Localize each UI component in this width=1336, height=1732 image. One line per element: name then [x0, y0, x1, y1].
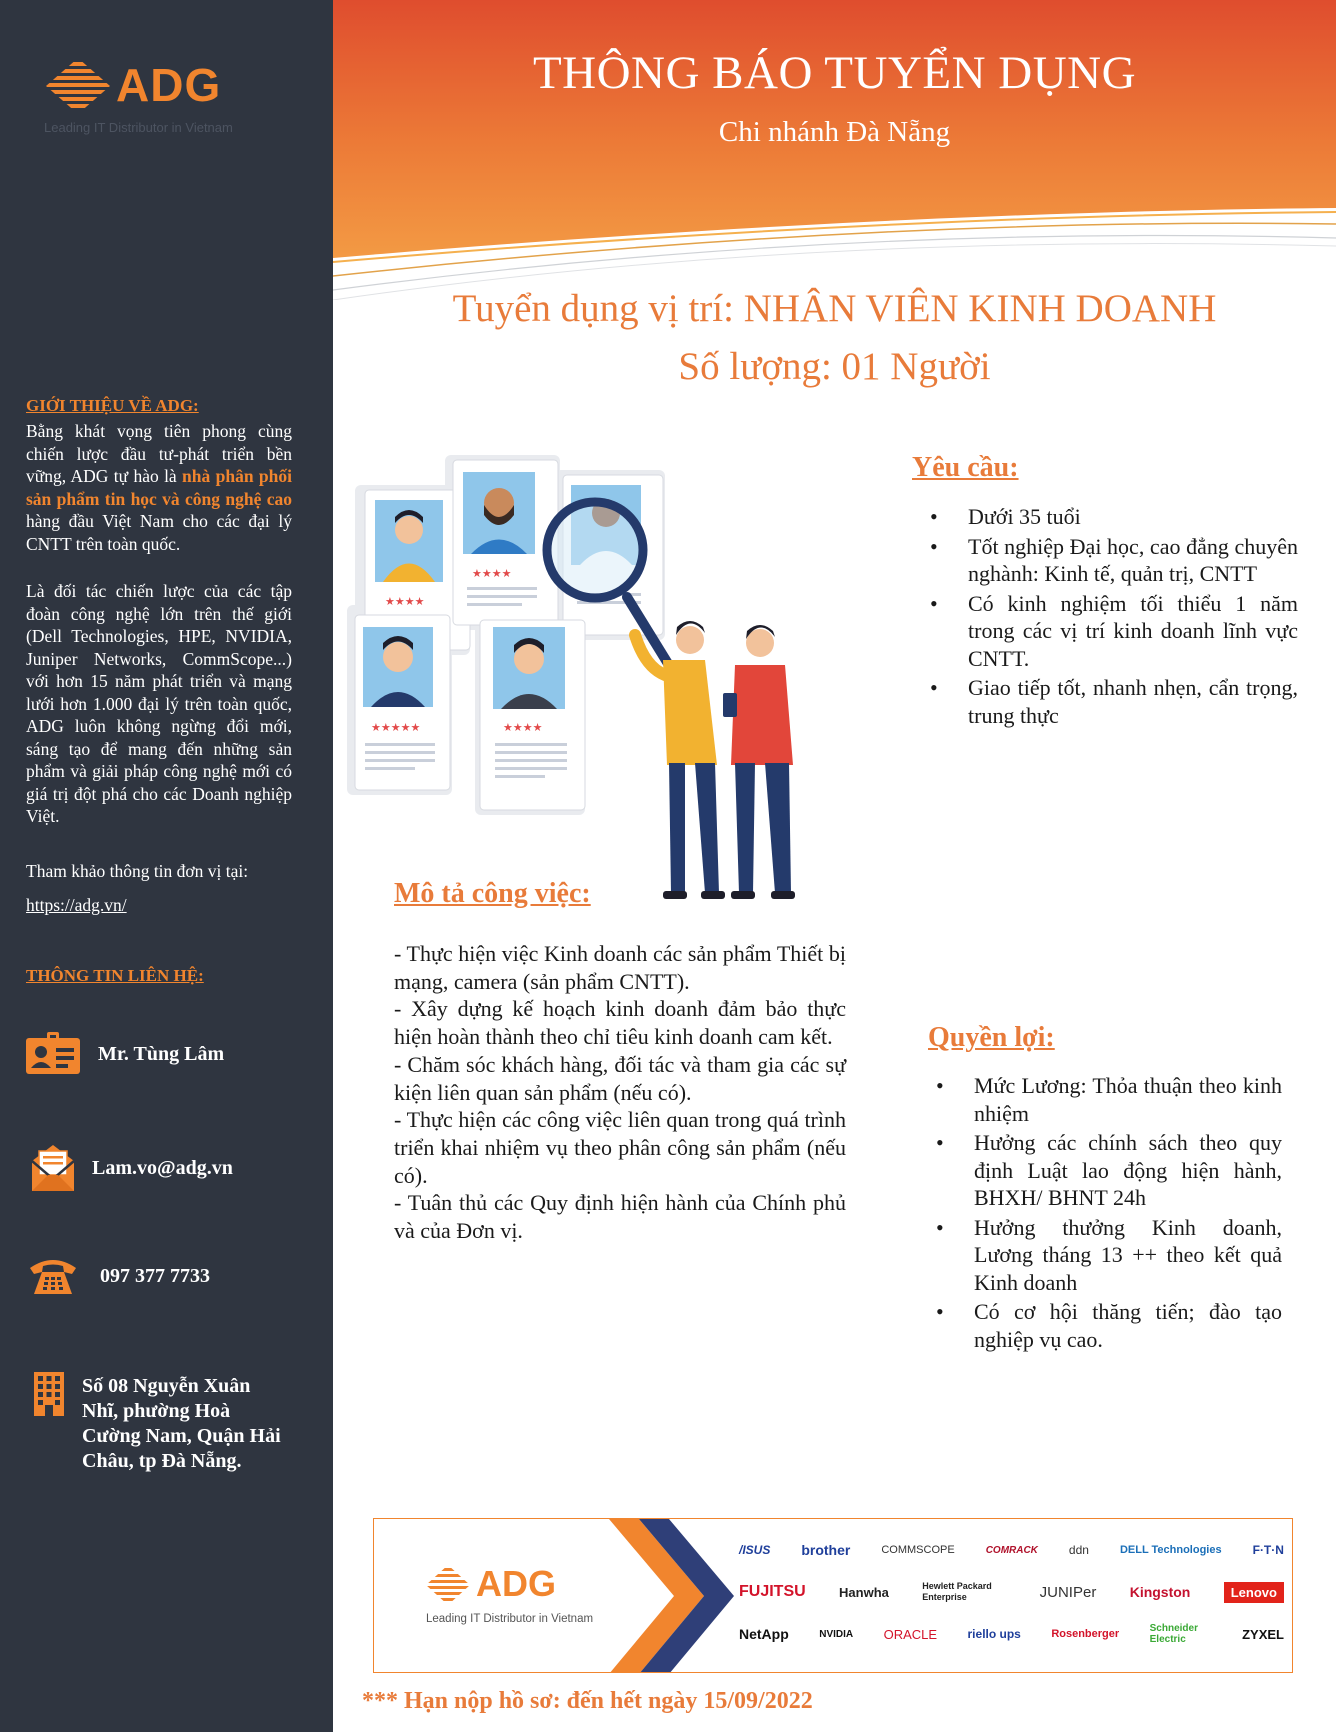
recruitment-illustration [345, 445, 865, 905]
id-card-icon [24, 1030, 82, 1078]
adg-logo-mark-icon [44, 56, 124, 116]
partner-riello: riello ups [967, 1627, 1021, 1641]
application-deadline: *** Hạn nộp hồ sơ: đến hết ngày 15/09/2022 [362, 1688, 813, 1714]
intro-heading: GIỚI THIỆU VỀ ADG: [26, 396, 199, 415]
list-item: • Dưới 35 tuổi [928, 503, 1298, 531]
partner-eaton: F·T·N [1252, 1543, 1284, 1557]
partner-rosenberger: Rosenberger [1051, 1628, 1120, 1640]
list-item: • Tốt nghiệp Đại học, cao đẳng chuyên nghành: Kinh tế, quản trị, CNTT [928, 533, 1298, 588]
telephone-icon [24, 1252, 82, 1300]
candidate-card-2 [453, 460, 558, 625]
partner-hpe: Hewlett Packard Enterprise [922, 1581, 992, 1602]
contact-phone-row [24, 1252, 210, 1300]
partner-kingston: Kingston [1129, 1584, 1191, 1600]
partners-adg-logo [426, 1563, 626, 1633]
partners-banner [373, 1518, 1293, 1673]
requirements-heading: Yêu cầu: [912, 452, 1019, 483]
sidebar [0, 0, 333, 1732]
svg-text:★★★★★: ★★★★★ [371, 721, 421, 734]
partner-netapp: NetApp [739, 1626, 789, 1642]
partner-zyxel: ZYXEL [1242, 1626, 1284, 1642]
svg-text:★★★★: ★★★★ [385, 595, 425, 608]
partners-adg-word: ADG [476, 1563, 556, 1604]
partner-juniper: JUNIPer [1039, 1583, 1097, 1601]
adg-logo-tagline: Leading IT Distributor in Vietnam [44, 120, 233, 135]
partner-dell: DELL Technologies [1119, 1544, 1222, 1556]
page-title: THÔNG BÁO TUYỂN DỤNG [532, 47, 1137, 99]
list-item: - Thực hiện các công việc liên quan trong quá trình triển khai nhiệm vụ theo phân công sản phẩm (nếu có). [394, 1107, 846, 1188]
list-item: - Chăm sóc khách hàng, đối tác và tham gia các sự kiện liên quan sản phẩm (nếu có). [394, 1051, 846, 1105]
position-block [333, 280, 1336, 396]
list-item: - Tuân thủ các Quy định hiện hành của Chính phủ và của Đơn vị. [394, 1190, 846, 1244]
intro-text-a: Bằng khát vọng tiên phong cùng chiến lược đầu tư-phát triển bền vững, ADG tự hào là [26, 421, 292, 486]
list-item: • Có kinh nghiệm tối thiểu 1 năm trong các vị trí kinh doanh lĩnh vực CNTT. [928, 590, 1298, 673]
chevron-right-icon [599, 1519, 739, 1673]
person-red-icon [723, 625, 795, 899]
candidate-card-5 [480, 620, 585, 810]
requirements-list [928, 503, 1298, 731]
benefits-heading: Quyền lợi: [928, 1022, 1055, 1053]
contact-name-row [24, 1030, 224, 1078]
contact-email-row [24, 1144, 233, 1192]
list-item: • Có cơ hội thăng tiến; đào tạo nghiệp vụ cao. [934, 1298, 1282, 1353]
list-item: • Mức Lương: Thỏa thuận theo kinh nhiệm [934, 1072, 1282, 1127]
partner-nvidia: NVIDIA [819, 1628, 854, 1640]
contact-name: Mr. Tùng Lâm [98, 1042, 225, 1065]
adg-logo [44, 56, 284, 136]
partner-row-1 [739, 1529, 1284, 1571]
contact-email[interactable]: Lam.vo@adg.vn [92, 1156, 233, 1179]
job-description-text [394, 940, 846, 1245]
building-icon [34, 1372, 64, 1421]
partner-schneider: Schneider Electric [1149, 1623, 1198, 1645]
partners-adg-tagline: Leading IT Distributor in Vietnam [426, 1613, 594, 1625]
partner-hanwha: Hanwha [839, 1584, 889, 1600]
position-title: Tuyển dụng vị trí: NHÂN VIÊN KINH DOANH [452, 287, 1217, 330]
intro-paragraph-1 [26, 420, 292, 555]
candidate-card-4 [355, 615, 450, 790]
contact-phone: 097 377 7733 [100, 1264, 210, 1287]
partner-row-3 [739, 1613, 1284, 1655]
svg-text:★★★★: ★★★★ [472, 567, 512, 580]
person-yellow-icon [635, 621, 725, 899]
adg-logo-word: ADG [116, 59, 222, 111]
mail-icon [24, 1144, 82, 1192]
list-item: - Xây dựng kế hoạch kinh doanh đảm bảo thực hiện hoàn thành theo chỉ tiêu kinh doanh cam kết. [394, 996, 846, 1050]
contact-address: Số 08 Nguyễn Xuân Nhĩ, phường Hoà Cường Nam, Quận Hải Châu, tp Đà Nẵng. [82, 1375, 281, 1472]
partner-comrack: COMRACK [985, 1544, 1038, 1556]
benefits-list [934, 1072, 1282, 1355]
partner-fujitsu: FUJITSU [739, 1583, 806, 1600]
partner-asus: /ISUS [739, 1543, 771, 1557]
partner-row-2 [739, 1571, 1284, 1613]
website-link[interactable]: https://adg.vn/ [26, 895, 127, 915]
partner-commscope: COMMSCOPE [881, 1544, 955, 1556]
list-item: • Hưởng các chính sách theo quy định Luật lao động hiện hành, BHXH/ BHNT 24h [934, 1129, 1282, 1212]
partner-logos [739, 1529, 1284, 1655]
job-description-heading: Mô tả công việc: [394, 878, 591, 909]
page-subtitle: Chi nhánh Đà Nẵng [718, 116, 951, 148]
adg-logo-mark-icon [426, 1563, 476, 1607]
intro-highlight: nhà phân phối sản phẩm tin học và công nghệ cao [26, 466, 292, 509]
partner-brother: brother [801, 1542, 851, 1558]
svg-text:★★★★: ★★★★ [503, 721, 543, 734]
partner-lenovo: Lenovo [1224, 1582, 1284, 1603]
header-banner [333, 0, 1336, 300]
intro-text-b: hàng đầu Việt Nam cho các đại lý CNTT trên toàn quốc. [26, 511, 292, 554]
position-quantity: Số lượng: 01 Người [678, 345, 991, 388]
list-item: • Giao tiếp tốt, nhanh nhẹn, cẩn trọng, trung thực [928, 674, 1298, 729]
intro-paragraph-2: Là đối tác chiến lược của các tập đoàn công nghệ lớn trên thế giới (Dell Technologies, HPE, NVIDIA, Juniper Networks, CommScope...) với hơn 15 năm phát triển và mạng lưới hơn 1.000 đại lý trên toàn quốc, ADG luôn không ngừng đổi mới, sáng tạo để mang đến những sản phẩm và giải pháp công nghệ mới có giá trị đột phá cho các Doanh nghiệp Việt. [26, 581, 292, 826]
contact-heading: THÔNG TIN LIÊN HỆ: [26, 966, 204, 985]
partner-oracle: ORACLE [883, 1626, 938, 1642]
reference-text: Tham khảo thông tin đơn vị tại: [26, 861, 249, 881]
partner-ddn: ddn [1068, 1543, 1089, 1557]
list-item: - Thực hiện việc Kinh doanh các sản phẩm Thiết bị mạng, camera (sản phẩm CNTT). [394, 941, 846, 994]
list-item: • Hưởng thưởng Kinh doanh, Lương tháng 13 ++ theo kết quả Kinh doanh [934, 1214, 1282, 1297]
